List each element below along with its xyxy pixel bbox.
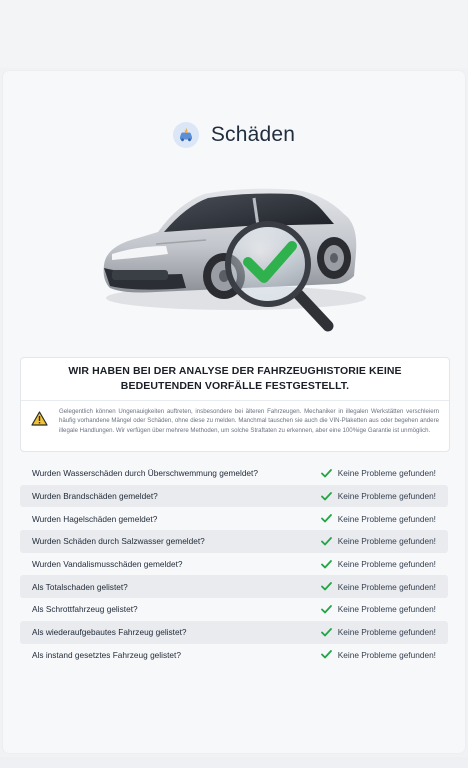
- car-damage-icon: [173, 122, 199, 148]
- check-row: [20, 644, 448, 667]
- check-row: [20, 462, 448, 485]
- check-status: [321, 604, 436, 614]
- check-question: Als Totalschaden gelistet?: [32, 581, 128, 592]
- check-question: Wurden Wasserschäden durch Überschwemmung gemeldet?: [32, 468, 258, 479]
- check-icon: [321, 469, 332, 478]
- check-status-text: Keine Probleme gefunden!: [337, 513, 436, 524]
- check-row: [20, 598, 448, 621]
- analysis-note: Gelegentlich können Ungenauigkeiten auftreten, insbesondere bei älteren Fahrzeugen. Mechaniker in illegalen Werkstätten verschleiern häufig vorhandene Mängel oder Schäden, ohne diese zu melden. Manchmal tauschen sie auch die VIN-Plaketten aus oder begehen andere illegale Handlungen. Wir verfügen über mehrere Methoden, um solche Straftaten zu erkennen, aber eine 100%ige Garantie ist unmöglich.: [59, 408, 439, 434]
- damage-checks-list: [20, 462, 448, 666]
- check-icon: [321, 492, 332, 501]
- analysis-result-box: [20, 357, 450, 452]
- bottom-band: [0, 757, 468, 768]
- check-status-text: Keine Probleme gefunden!: [337, 581, 436, 592]
- section-header: [0, 118, 468, 152]
- check-question: Als instand gesetztes Fahrzeug gelistet?: [32, 649, 181, 660]
- check-status-text: Keine Probleme gefunden!: [337, 627, 436, 638]
- check-question: Wurden Brandschäden gemeldet?: [32, 491, 158, 502]
- check-icon: [321, 560, 332, 569]
- check-question: Als wiederaufgebautes Fahrzeug gelistet?: [32, 627, 187, 638]
- check-status: [321, 559, 436, 569]
- check-question: Wurden Vandalismusschäden gemeldet?: [32, 559, 183, 570]
- check-status-text: Keine Probleme gefunden!: [337, 468, 436, 479]
- check-row: [20, 507, 448, 530]
- analysis-headline: WIR HABEN BEI DER ANALYSE DER FAHRZEUGHISTORIE KEINE BEDEUTENDEN VORFÄLLE FESTGESTELLT.: [21, 358, 449, 401]
- top-band: [0, 0, 468, 68]
- check-status: [321, 627, 436, 637]
- check-status: [321, 536, 436, 546]
- check-icon: [321, 650, 332, 659]
- check-row: [20, 485, 448, 508]
- check-status-text: Keine Probleme gefunden!: [337, 536, 436, 547]
- check-row: [20, 621, 448, 644]
- check-icon: [321, 514, 332, 523]
- check-status: [321, 650, 436, 660]
- check-status: [321, 468, 436, 478]
- check-status-text: Keine Probleme gefunden!: [337, 559, 436, 570]
- check-status-text: Keine Probleme gefunden!: [337, 649, 436, 660]
- check-status: [321, 582, 436, 592]
- check-status: [321, 491, 436, 501]
- check-question: Wurden Schäden durch Salzwasser gemeldet?: [32, 536, 205, 547]
- check-row: [20, 553, 448, 576]
- section-title: Schäden: [210, 123, 296, 146]
- check-icon: [321, 537, 332, 546]
- warning-icon: [31, 411, 49, 431]
- check-icon: [321, 605, 332, 614]
- check-status: [321, 514, 436, 524]
- check-status-text: Keine Probleme gefunden!: [337, 604, 436, 615]
- check-icon: [321, 628, 332, 637]
- check-question: Wurden Hagelschäden gemeldet?: [32, 513, 158, 524]
- check-question: Als Schrottfahrzeug gelistet?: [32, 604, 138, 615]
- check-row: [20, 575, 448, 598]
- car-inspection-illustration: [96, 180, 372, 340]
- check-icon: [321, 582, 332, 591]
- check-row: [20, 530, 448, 553]
- analysis-note-wrap: [21, 401, 449, 435]
- check-status-text: Keine Probleme gefunden!: [337, 491, 436, 502]
